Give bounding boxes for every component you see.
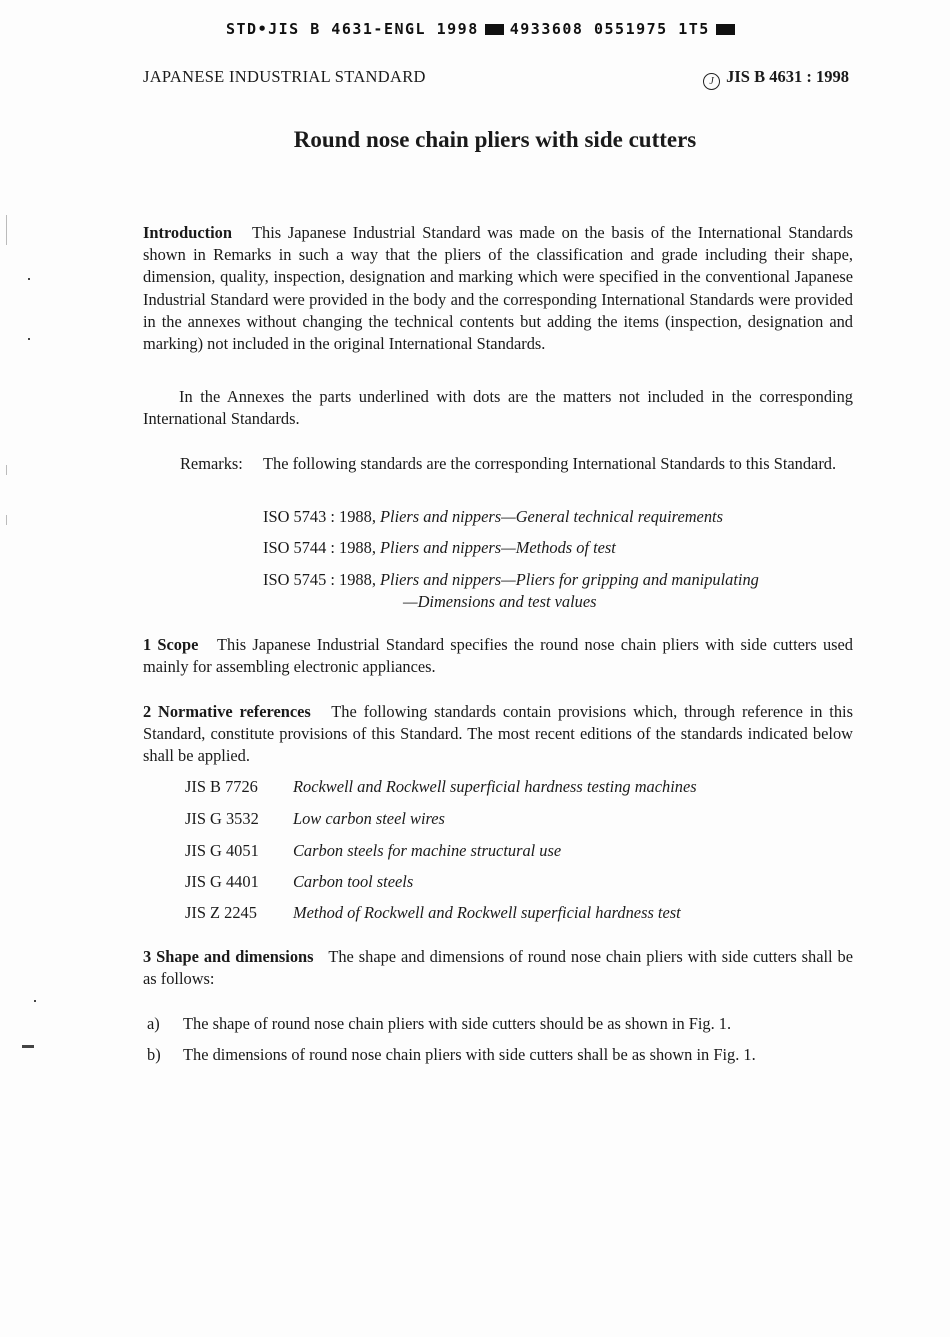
section-text: This Japanese Industrial Standard specifies the round nose chain pliers with side cutters used mainly for assembling electronic appliances. — [143, 635, 853, 677]
introduction-heading: Introduction — [143, 223, 232, 242]
scan-artifact — [6, 465, 7, 475]
reference-item — [185, 840, 561, 862]
scan-artifact — [34, 1000, 36, 1002]
list-item-text: The shape of round nose chain pliers with side cutters should be as shown in Fig. 1. — [183, 1014, 732, 1033]
iso-code: ISO 5745 : 1988, — [263, 570, 376, 589]
section-heading: 1 Scope — [143, 635, 199, 654]
reference-item — [185, 776, 697, 798]
scan-artifact — [28, 278, 30, 280]
iso-title: Pliers and nippers—General technical requirements — [380, 507, 723, 526]
iso-code: ISO 5744 : 1988, — [263, 538, 376, 557]
reference-title: Carbon tool steels — [293, 872, 414, 891]
list-item — [147, 1013, 731, 1035]
list-item-label: a) — [147, 1014, 160, 1033]
scan-stamp-number: 4933608 0551975 1T5 — [509, 20, 710, 38]
list-item-text: The dimensions of round nose chain pliers with side cutters shall be as shown in Fig. 1. — [183, 1045, 756, 1064]
iso-title-continued: —Dimensions and test values — [403, 592, 597, 612]
header-standard-number — [703, 67, 849, 90]
reference-item — [185, 902, 681, 924]
reference-title: Low carbon steel wires — [293, 809, 445, 828]
iso-title: Pliers and nippers—Pliers for gripping and manipulating — [380, 570, 759, 589]
section-heading: 3 Shape and dimensions — [143, 947, 314, 966]
reference-code: JIS B 7726 — [185, 777, 258, 796]
introduction-text-2: In the Annexes the parts underlined with dots are the matters not included in the corresponding International Standards. — [143, 387, 853, 429]
list-item-label: b) — [147, 1045, 161, 1064]
reference-code: JIS Z 2245 — [185, 903, 257, 922]
introduction-paragraph-2 — [143, 386, 853, 430]
section-text: The shape and dimensions of round nose chain pliers with side cutters shall be as follows: — [143, 947, 853, 989]
reference-code: JIS G 4051 — [185, 841, 259, 860]
list-item — [147, 1044, 756, 1066]
redaction-block-icon — [485, 24, 504, 35]
header-standard-type: JAPANESE INDUSTRIAL STANDARD — [143, 67, 426, 86]
document-title: Round nose chain pliers with side cutters — [293, 127, 697, 152]
introduction-paragraph — [143, 222, 853, 355]
iso-reference — [263, 569, 853, 613]
header-standard-code: JIS B 4631 : 1998 — [726, 67, 849, 86]
scan-artifact — [28, 338, 30, 340]
section-heading: 2 Normative references — [143, 702, 311, 721]
iso-reference — [263, 537, 853, 559]
remarks-label: Remarks: — [180, 454, 243, 473]
reference-code: JIS G 4401 — [185, 872, 259, 891]
scan-artifact — [6, 215, 7, 245]
reference-item — [185, 871, 413, 893]
section-shape-dimensions — [143, 946, 853, 990]
section-scope — [143, 634, 853, 678]
iso-reference — [263, 506, 853, 528]
jis-mark-icon: J — [703, 73, 720, 90]
remarks-text: The following standards are the corresponding International Standards to this Standard. — [263, 454, 837, 473]
iso-title: Pliers and nippers—Methods of test — [380, 538, 616, 557]
reference-title: Rockwell and Rockwell superficial hardness testing machines — [293, 777, 697, 796]
section-normative-references — [143, 701, 853, 768]
scan-artifact — [22, 1045, 34, 1048]
reference-title: Carbon steels for machine structural use — [293, 841, 562, 860]
scan-stamp-code: STD•JIS B 4631-ENGL 1998 — [226, 20, 479, 38]
section-text: The following standards contain provisions which, through reference in this Standard, constitute provisions of this Standard. The most recent editions of the standards indicated below shall be applied. — [143, 702, 853, 766]
remarks-block — [180, 453, 853, 475]
reference-title: Method of Rockwell and Rockwell superficial hardness test — [293, 903, 681, 922]
reference-code: JIS G 3532 — [185, 809, 259, 828]
introduction-text: This Japanese Industrial Standard was made on the basis of the International Standards shown in Remarks in such a way that the pliers of the classification and grade including their shape, dimension, quality, inspection, designation and marking which were specified in the conventional Japanese Industrial Standard were provided in the body and the corresponding International Standards were provided in the annexes without changing the technical contents but adding the items (inspection, designation and marking) not included in the original International Standards. — [143, 223, 853, 354]
iso-code: ISO 5743 : 1988, — [263, 507, 376, 526]
scan-artifact — [6, 515, 7, 525]
redaction-block-icon — [716, 24, 735, 35]
reference-item — [185, 808, 445, 830]
scan-stamp — [226, 20, 741, 38]
